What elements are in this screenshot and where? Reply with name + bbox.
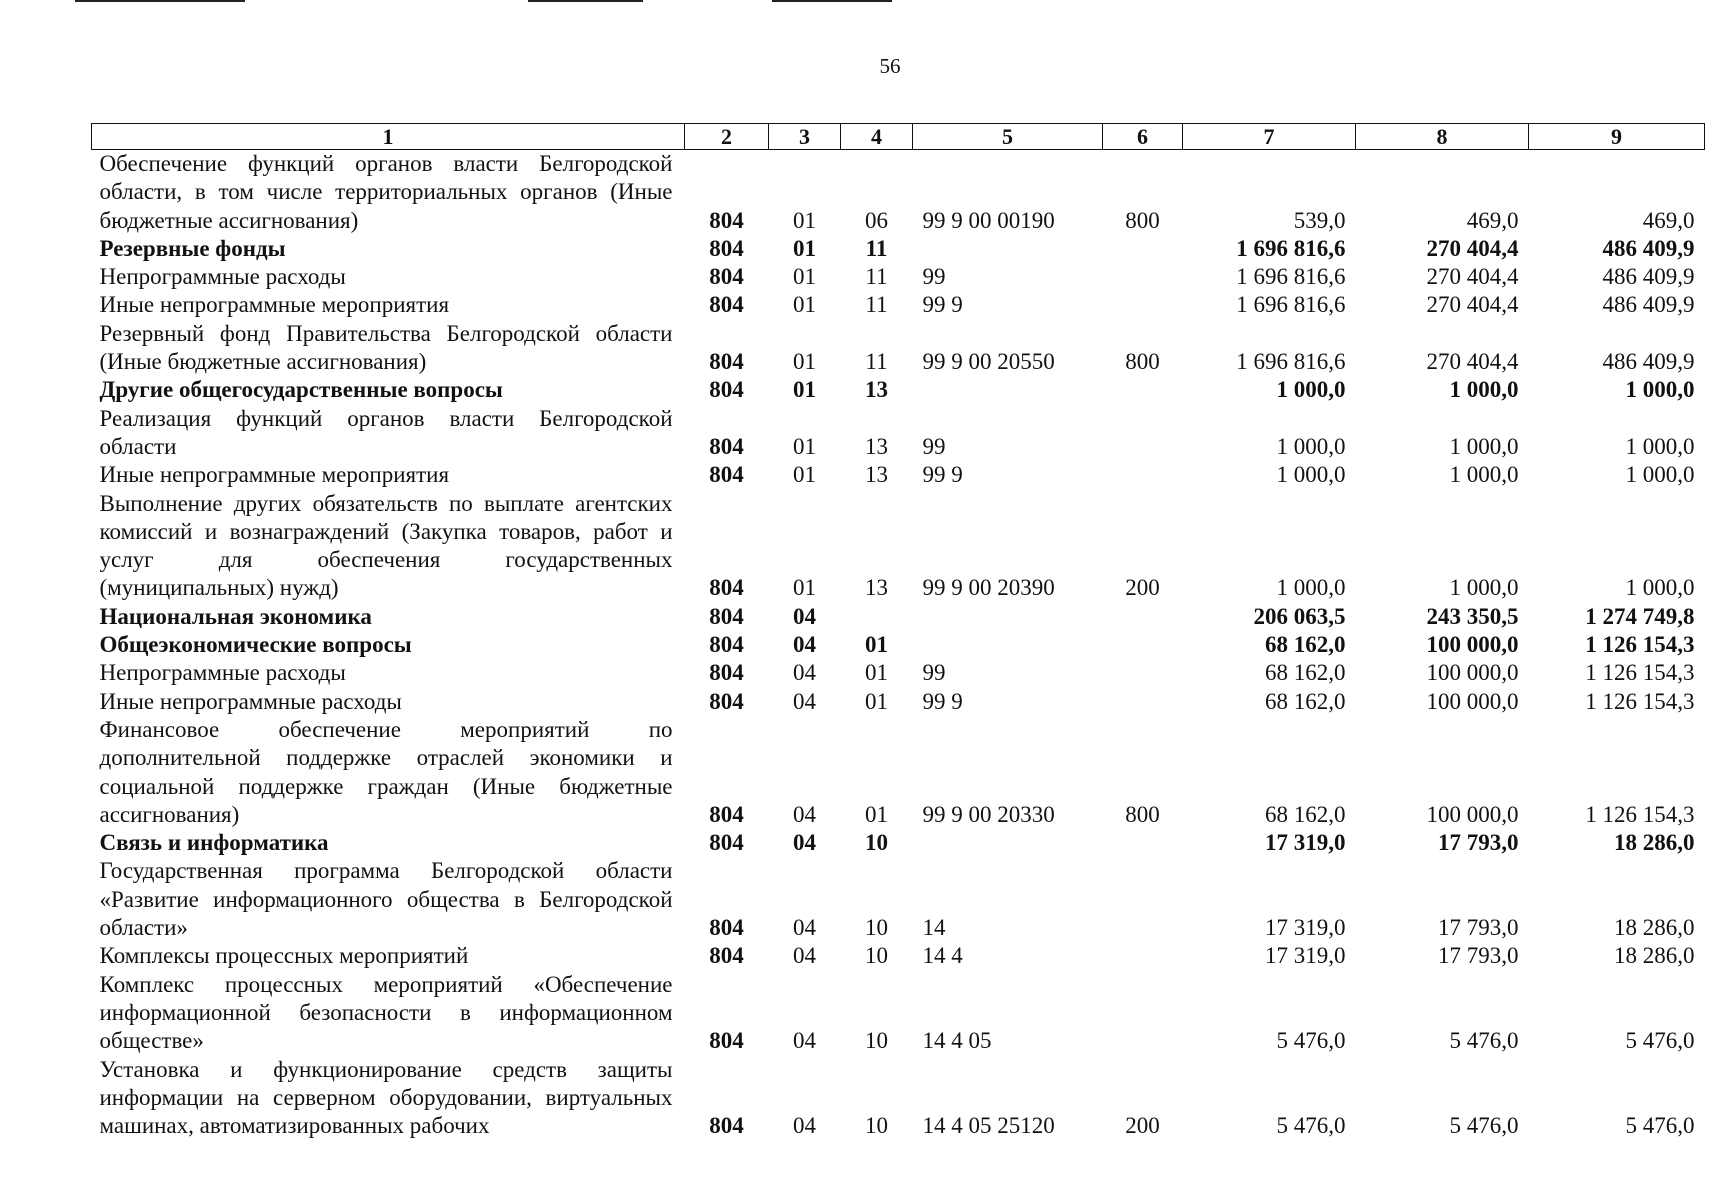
- expense-type: [1103, 971, 1183, 1056]
- subsection-code: 01: [865, 688, 888, 714]
- section-code: 04: [793, 943, 816, 969]
- amount-col-9: 486 409,9: [1602, 264, 1695, 290]
- ved-code: 804: [709, 943, 744, 969]
- amount-col-9: 1 000,0: [1625, 462, 1695, 488]
- target-article: 99 9 00 20390: [922, 575, 1055, 601]
- target-article: 14 4: [922, 943, 963, 969]
- section-code: 04: [793, 1113, 816, 1139]
- section-code: 01: [793, 207, 816, 233]
- section-code: 04: [793, 830, 816, 856]
- subsection-code: 06: [865, 207, 888, 233]
- expense-type: [1103, 631, 1183, 659]
- target-article: [913, 603, 1103, 631]
- ved-code: 804: [709, 632, 744, 658]
- row-name: Непрограммные расходы: [99, 264, 346, 290]
- table-row: [92, 461, 1705, 489]
- subsection-code: 13: [865, 377, 888, 403]
- ved-code: 804: [709, 292, 744, 318]
- column-header-3: 3: [769, 124, 841, 150]
- table-row: [92, 716, 1705, 829]
- amount-col-7: 1 696 816,6: [1236, 349, 1346, 375]
- target-article: 99 9: [922, 462, 963, 488]
- amount-col-9: 1 126 154,3: [1585, 801, 1695, 827]
- amount-col-7: 68 162,0: [1265, 801, 1346, 827]
- table-row: [92, 263, 1705, 291]
- row-name: Комплексы процессных мероприятий: [99, 943, 469, 969]
- expense-type: [1103, 291, 1183, 319]
- amount-col-9: 1 126 154,3: [1585, 632, 1695, 658]
- subsection-code: 11: [865, 264, 888, 290]
- row-name: Непрограммные расходы: [99, 660, 346, 686]
- target-article: 99: [922, 264, 946, 290]
- subsection-code: 01: [865, 632, 888, 658]
- expense-type: 800: [1125, 801, 1160, 827]
- header-row: [92, 124, 1705, 150]
- top-rule: [772, 0, 892, 2]
- ved-code: 804: [709, 1113, 744, 1139]
- amount-col-9: 18 286,0: [1614, 830, 1695, 856]
- top-rule: [75, 0, 245, 2]
- section-code: 01: [793, 292, 816, 318]
- row-name: Выполнение других обязательств по выплате агентских комиссий и вознаграждений (Закупка товаров, работ и услуг для обеспечения государственных (муниципальных) нужд): [99, 490, 673, 601]
- ved-code: 804: [709, 264, 744, 290]
- target-article: 99: [922, 433, 946, 459]
- row-name: Общеэкономические вопросы: [99, 632, 412, 658]
- amount-col-7: 5 476,0: [1276, 1028, 1346, 1054]
- table-row: [92, 659, 1705, 687]
- ved-code: 804: [709, 349, 744, 375]
- amount-col-8: 469,0: [1466, 207, 1519, 233]
- amount-col-7: 1 696 816,6: [1236, 292, 1346, 318]
- amount-col-8: 1 000,0: [1449, 575, 1519, 601]
- section-code: 04: [793, 660, 816, 686]
- subsection-code: 10: [865, 830, 888, 856]
- table-row: [92, 688, 1705, 716]
- subsection-code: 10: [865, 1028, 888, 1054]
- target-article: 99 9 00 20330: [922, 801, 1055, 827]
- row-name: Другие общегосударственные вопросы: [99, 377, 503, 403]
- row-name: Финансовое обеспечение мероприятий по дополнительной поддержке отраслей экономики и социальной поддержке граждан (Иные бюджетные ассигнования): [99, 716, 673, 827]
- target-article: [913, 376, 1103, 404]
- ved-code: 804: [709, 207, 744, 233]
- subsection-code: 11: [865, 292, 888, 318]
- amount-col-8: 1 000,0: [1449, 462, 1519, 488]
- column-header-5: 5: [913, 124, 1103, 150]
- expense-type: [1103, 235, 1183, 263]
- row-name: Реализация функций органов власти Белгородской области: [99, 405, 673, 459]
- amount-col-7: 539,0: [1293, 207, 1346, 233]
- row-name: Иные непрограммные расходы: [99, 688, 402, 714]
- amount-col-9: 1 126 154,3: [1585, 688, 1695, 714]
- expense-type: 200: [1125, 575, 1160, 601]
- subsection-code: 10: [865, 1113, 888, 1139]
- amount-col-7: 1 696 816,6: [1236, 264, 1346, 290]
- amount-col-8: 270 404,4: [1426, 292, 1519, 318]
- table-row: [92, 320, 1705, 377]
- table-row: [92, 942, 1705, 970]
- expense-type: [1103, 461, 1183, 489]
- section-code: 04: [793, 915, 816, 941]
- amount-col-9: 469,0: [1642, 207, 1695, 233]
- amount-col-8: 270 404,4: [1426, 349, 1519, 375]
- table-row: [92, 631, 1705, 659]
- section-code: 01: [793, 264, 816, 290]
- row-name: Связь и информатика: [99, 830, 329, 856]
- ved-code: 804: [709, 575, 744, 601]
- amount-col-8: 17 793,0: [1438, 915, 1519, 941]
- section-code: 04: [793, 632, 816, 658]
- table-row: [92, 376, 1705, 404]
- section-code: 04: [793, 801, 816, 827]
- amount-col-7: 17 319,0: [1265, 915, 1346, 941]
- subsection-code: 11: [865, 349, 888, 375]
- top-rule: [528, 0, 643, 2]
- section-code: 01: [793, 433, 816, 459]
- amount-col-8: 100 000,0: [1426, 801, 1519, 827]
- page-number: 56: [879, 54, 901, 78]
- section-code: 01: [793, 575, 816, 601]
- ved-code: 804: [709, 462, 744, 488]
- ved-code: 804: [709, 830, 744, 856]
- expense-type: [1103, 857, 1183, 942]
- target-article: [913, 829, 1103, 857]
- amount-col-9: 1 000,0: [1625, 377, 1695, 403]
- column-header-1: 1: [92, 124, 685, 150]
- amount-col-9: 18 286,0: [1614, 943, 1695, 969]
- row-name: Резервные фонды: [99, 235, 286, 261]
- subsection-code: 13: [865, 575, 888, 601]
- amount-col-7: 68 162,0: [1265, 660, 1346, 686]
- amount-col-7: 1 000,0: [1276, 377, 1346, 403]
- table-row: [92, 150, 1705, 235]
- amount-col-8: 5 476,0: [1449, 1113, 1519, 1139]
- amount-col-9: 5 476,0: [1625, 1113, 1695, 1139]
- ved-code: 804: [709, 801, 744, 827]
- table-row: [92, 490, 1705, 603]
- amount-col-9: 1 000,0: [1625, 433, 1695, 459]
- expense-type: 800: [1125, 207, 1160, 233]
- table-row: [92, 971, 1705, 1056]
- section-code: 01: [793, 462, 816, 488]
- subsection-code: 01: [865, 801, 888, 827]
- ved-code: 804: [709, 603, 744, 629]
- table-row: [92, 235, 1705, 263]
- subsection-code: 10: [865, 915, 888, 941]
- ved-code: 804: [709, 377, 744, 403]
- amount-col-7: 1 696 816,6: [1236, 235, 1346, 261]
- target-article: 99 9 00 20550: [922, 349, 1055, 375]
- row-name: Установка и функционирование средств защиты информации на серверном оборудовании, виртуальных машинах, автоматизированных рабочих: [99, 1056, 673, 1139]
- table-row: [92, 603, 1705, 631]
- amount-col-8: 243 350,5: [1426, 603, 1519, 629]
- amount-col-7: 1 000,0: [1276, 575, 1346, 601]
- target-article: [913, 631, 1103, 659]
- ved-code: 804: [709, 660, 744, 686]
- target-article: [913, 235, 1103, 263]
- budget-table: [91, 123, 1705, 1140]
- table-row: [92, 857, 1705, 942]
- amount-col-7: 1 000,0: [1276, 462, 1346, 488]
- section-code: 01: [793, 349, 816, 375]
- target-article: 99: [922, 660, 946, 686]
- amount-col-8: 100 000,0: [1426, 660, 1519, 686]
- expense-type: 800: [1125, 349, 1160, 375]
- amount-col-7: 68 162,0: [1265, 688, 1346, 714]
- expense-type: [1103, 263, 1183, 291]
- amount-col-9: 18 286,0: [1614, 915, 1695, 941]
- amount-col-9: 486 409,9: [1602, 349, 1695, 375]
- row-name: Обеспечение функций органов власти Белгородской области, в том числе территориальных органов (Иные бюджетные ассигнования): [99, 151, 673, 233]
- expense-type: [1103, 942, 1183, 970]
- section-code: 04: [793, 1028, 816, 1054]
- amount-col-8: 100 000,0: [1426, 688, 1519, 714]
- amount-col-7: 17 319,0: [1265, 830, 1346, 856]
- subsection-code: 01: [865, 660, 888, 686]
- amount-col-8: 17 793,0: [1438, 830, 1519, 856]
- row-name: Иные непрограммные мероприятия: [99, 292, 450, 318]
- section-code: 04: [793, 603, 816, 629]
- column-header-8: 8: [1356, 124, 1529, 150]
- expense-type: [1103, 376, 1183, 404]
- row-name: Национальная экономика: [99, 603, 372, 629]
- expense-type: [1103, 603, 1183, 631]
- table-row: [92, 291, 1705, 319]
- subsection-code: 13: [865, 462, 888, 488]
- subsection-code: 11: [865, 235, 888, 261]
- row-name: Комплекс процессных мероприятий «Обеспечение информационной безопасности в информационном обществе»: [99, 971, 673, 1054]
- expense-type: [1103, 688, 1183, 716]
- column-header-6: 6: [1103, 124, 1183, 150]
- section-code: 04: [793, 688, 816, 714]
- section-code: 01: [793, 377, 816, 403]
- amount-col-8: 5 476,0: [1449, 1028, 1519, 1054]
- amount-col-9: 5 476,0: [1625, 1028, 1695, 1054]
- table-row: [92, 405, 1705, 462]
- column-header-4: 4: [841, 124, 913, 150]
- amount-col-7: 206 063,5: [1253, 603, 1346, 629]
- amount-col-9: 1 274 749,8: [1585, 603, 1695, 629]
- amount-col-7: 68 162,0: [1265, 632, 1346, 658]
- ved-code: 804: [709, 235, 744, 261]
- table-header: [92, 124, 1705, 150]
- table-row: [92, 829, 1705, 857]
- subsection-code: 10: [865, 943, 888, 969]
- amount-col-9: 486 409,9: [1602, 235, 1695, 261]
- subsection-code: 13: [865, 433, 888, 459]
- target-article: 99 9: [922, 688, 963, 714]
- table-body: [92, 150, 1705, 1141]
- amount-col-8: 1 000,0: [1449, 377, 1519, 403]
- amount-col-7: 17 319,0: [1265, 943, 1346, 969]
- row-name: Государственная программа Белгородской области «Развитие информационного общества в Белгородской области»: [99, 858, 673, 941]
- expense-type: [1103, 405, 1183, 462]
- target-article: 14 4 05: [922, 1028, 992, 1054]
- expense-type: [1103, 829, 1183, 857]
- ved-code: 804: [709, 915, 744, 941]
- amount-col-8: 17 793,0: [1438, 943, 1519, 969]
- column-header-2: 2: [685, 124, 769, 150]
- subsection-code: [841, 603, 913, 631]
- row-name: Резервный фонд Правительства Белгородской области (Иные бюджетные ассигнования): [99, 320, 673, 375]
- amount-col-7: 5 476,0: [1276, 1113, 1346, 1139]
- ved-code: 804: [709, 1028, 744, 1054]
- section-code: 01: [793, 235, 816, 261]
- ved-code: 804: [709, 433, 744, 459]
- column-header-9: 9: [1529, 124, 1705, 150]
- amount-col-8: 100 000,0: [1426, 632, 1519, 658]
- expense-type: [1103, 659, 1183, 687]
- amount-col-9: 1 126 154,3: [1585, 660, 1695, 686]
- amount-col-8: 270 404,4: [1426, 264, 1519, 290]
- amount-col-8: 270 404,4: [1426, 235, 1519, 261]
- target-article: 99 9: [922, 292, 963, 318]
- table-row: [92, 1056, 1705, 1141]
- target-article: 14: [922, 915, 946, 941]
- target-article: 99 9 00 00190: [922, 207, 1055, 233]
- row-name: Иные непрограммные мероприятия: [99, 462, 450, 488]
- amount-col-9: 486 409,9: [1602, 292, 1695, 318]
- amount-col-9: 1 000,0: [1625, 575, 1695, 601]
- amount-col-7: 1 000,0: [1276, 433, 1346, 459]
- target-article: 14 4 05 25120: [922, 1113, 1055, 1139]
- ved-code: 804: [709, 688, 744, 714]
- amount-col-8: 1 000,0: [1449, 433, 1519, 459]
- column-header-7: 7: [1183, 124, 1356, 150]
- expense-type: 200: [1125, 1113, 1160, 1139]
